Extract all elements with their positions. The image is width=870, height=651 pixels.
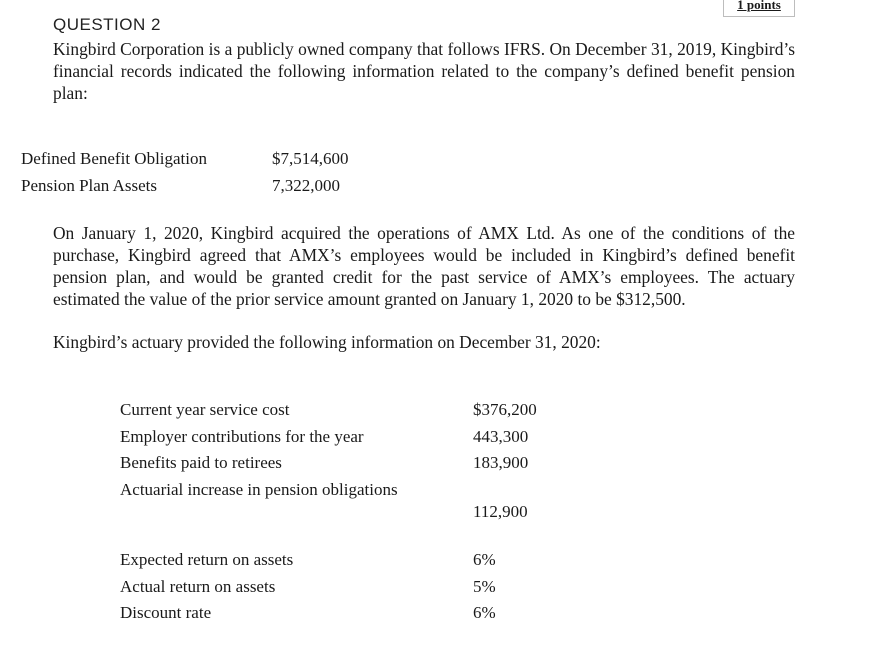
table-row-value: 7,322,000 [272, 176, 340, 195]
acquisition-paragraph: On January 1, 2020, Kingbird acquired the operations of AMX Ltd. As one of the conditions of the purchase, Kingbird agreed that AMX’s employees would be included in Kingbird’s defined benefit pension plan, and would be granted credit for the past service of AMX’s employees. The actuary estimated the value of the prior service amount granted on January 1, 2020 to be $312,500. [53, 223, 795, 309]
points-badge [723, 0, 795, 17]
table-row-label: Employer contributions for the year [120, 427, 364, 446]
table-row-label: Benefits paid to retirees [120, 453, 282, 472]
table-row-label: Discount rate [120, 603, 212, 622]
table-row-value: 5% [473, 577, 496, 596]
table-row-value: 443,300 [473, 427, 529, 446]
table-row-value: 6% [473, 550, 496, 569]
table-row-value: 183,900 [473, 453, 529, 472]
points-label: 1 points [737, 0, 781, 12]
actuary-paragraph: Kingbird’s actuary provided the following information on December 31, 2020: [53, 332, 601, 352]
table-row-label: Actuarial increase in pension obligations [120, 480, 398, 499]
question-intro: Kingbird Corporation is a publicly owned company that follows IFRS. On December 31, 2019, Kingbird’s financial records indicated the following information related to the company’s defined benefit pension plan: [53, 39, 795, 103]
table-row-label: Defined Benefit Obligation [21, 149, 208, 168]
table-row-value: 6% [473, 603, 496, 622]
table-row-label: Expected return on assets [120, 550, 294, 569]
table-row-label: Current year service cost [120, 400, 290, 419]
table-row-label: Pension Plan Assets [21, 176, 158, 195]
question-title: QUESTION 2 [53, 15, 161, 34]
table-row-value: $376,200 [473, 400, 537, 419]
table-row-value: 112,900 [473, 502, 528, 521]
table-row-value: $7,514,600 [272, 149, 349, 168]
table-row-label: Actual return on assets [120, 577, 276, 596]
